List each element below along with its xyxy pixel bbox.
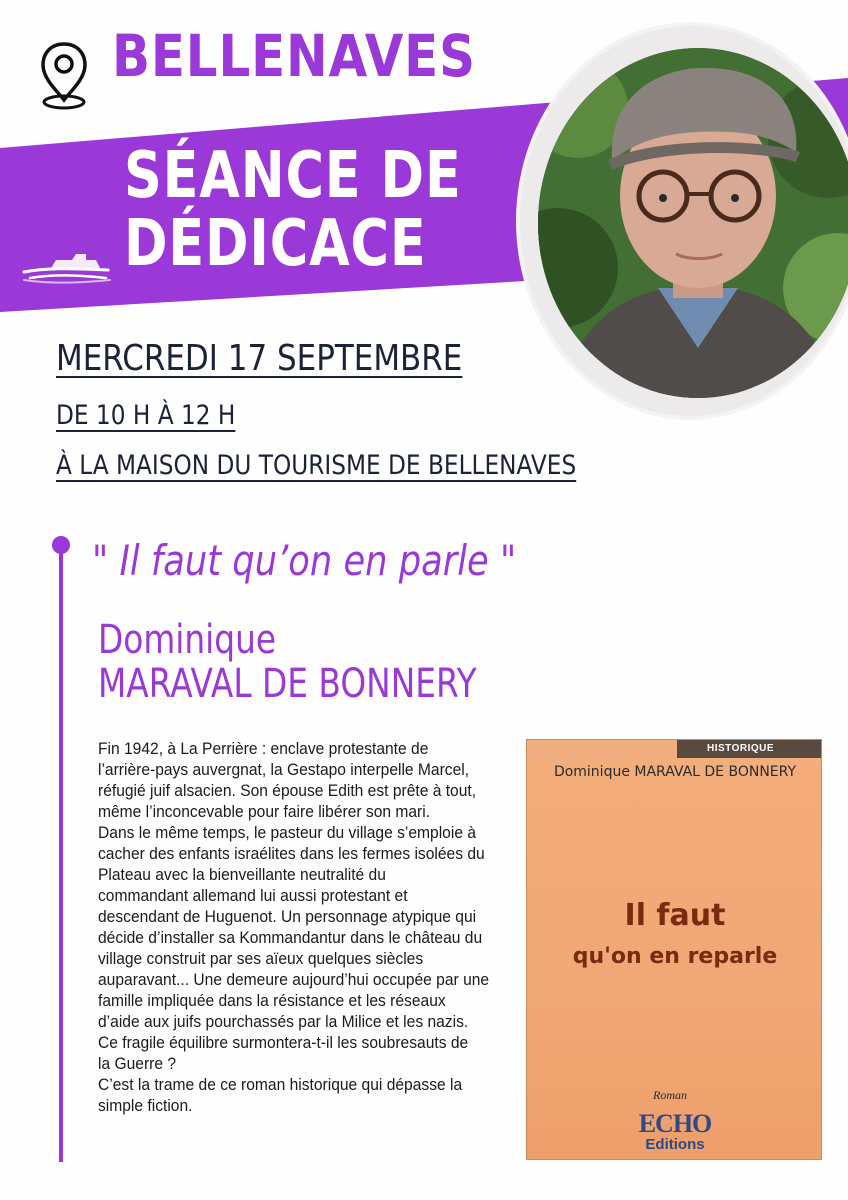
cover-genre-label: HISTORIQUE bbox=[677, 740, 822, 758]
synopsis-line: village construit par ses aïeux quelques siècles bbox=[98, 949, 424, 968]
boat-logo-icon bbox=[20, 248, 112, 284]
synopsis-line: auparavant... Une demeure aujourd’hui occupée par une bbox=[98, 970, 490, 989]
synopsis-line: commandant allemand lui aussi protestant et bbox=[98, 886, 408, 905]
synopsis-line: cacher des enfants israélites dans les fermes isolées du bbox=[98, 844, 485, 863]
location-pin-icon bbox=[36, 40, 92, 112]
synopsis-line: descendant de Huguenot. Un personnage atypique qui bbox=[98, 907, 477, 926]
synopsis-line: décide d’installer sa Kommandantur dans le château du bbox=[98, 928, 483, 947]
synopsis-line: Plateau avec la bienveillante neutralité du bbox=[98, 865, 386, 884]
synopsis-line: C’est la trame de ce roman historique qui dépasse la bbox=[98, 1075, 463, 1094]
book-cover bbox=[526, 739, 822, 1160]
timeline-line bbox=[59, 544, 63, 1162]
synopsis-line: Dans le même temps, le pasteur du village s’emploie à bbox=[98, 823, 477, 842]
event-headline bbox=[124, 139, 462, 281]
author-name bbox=[98, 618, 477, 706]
synopsis-line: simple fiction. bbox=[98, 1096, 193, 1115]
book-synopsis bbox=[98, 738, 490, 1116]
synopsis-line: Fin 1942, à La Perrière : enclave protestante de bbox=[98, 739, 429, 758]
event-place: À LA MAISON DU TOURISME DE BELLENAVES bbox=[56, 450, 577, 481]
author-first-name: Dominique bbox=[98, 617, 277, 663]
timeline-dot bbox=[52, 536, 70, 554]
book-quote-title: " Il faut qu’on en parle " bbox=[92, 536, 517, 585]
headline-line-1: SÉANCE DE bbox=[124, 139, 462, 213]
publisher-name: Editions bbox=[645, 1136, 705, 1153]
cover-kind: Roman bbox=[653, 1088, 687, 1102]
cover-author: Dominique MARAVAL DE BONNERY bbox=[553, 764, 797, 780]
synopsis-line: d’aide aux juifs pourchassés par la Milice et les nazis. bbox=[98, 1012, 469, 1031]
synopsis-line: même l’inconcevable pour faire libérer son mari. bbox=[98, 802, 431, 821]
synopsis-line: famille impliquée dans la résistance et les réseaux bbox=[98, 991, 446, 1010]
cover-title-line-2: qu'on en reparle bbox=[572, 944, 778, 969]
synopsis-line: Ce fragile équilibre surmontera-t-il les soubresauts de bbox=[98, 1033, 469, 1052]
author-last-name: MARAVAL DE BONNERY bbox=[98, 661, 477, 707]
synopsis-line: réfugié juif alsacien. Son épouse Edith est prête à tout, bbox=[98, 781, 477, 800]
publisher-logo: ECHO bbox=[638, 1109, 712, 1138]
city-title: BELLENAVES bbox=[112, 22, 476, 90]
headline-line-2: DÉDICACE bbox=[124, 207, 427, 281]
author-photo bbox=[538, 48, 848, 398]
synopsis-line: l’arrière-pays auvergnat, la Gestapo interpelle Marcel, bbox=[98, 760, 470, 779]
event-time: DE 10 H À 12 H bbox=[56, 400, 236, 431]
event-date: MERCREDI 17 SEPTEMBRE bbox=[56, 338, 463, 379]
synopsis-line: la Guerre ? bbox=[98, 1054, 177, 1073]
cover-title-line-1: Il faut bbox=[624, 898, 726, 933]
